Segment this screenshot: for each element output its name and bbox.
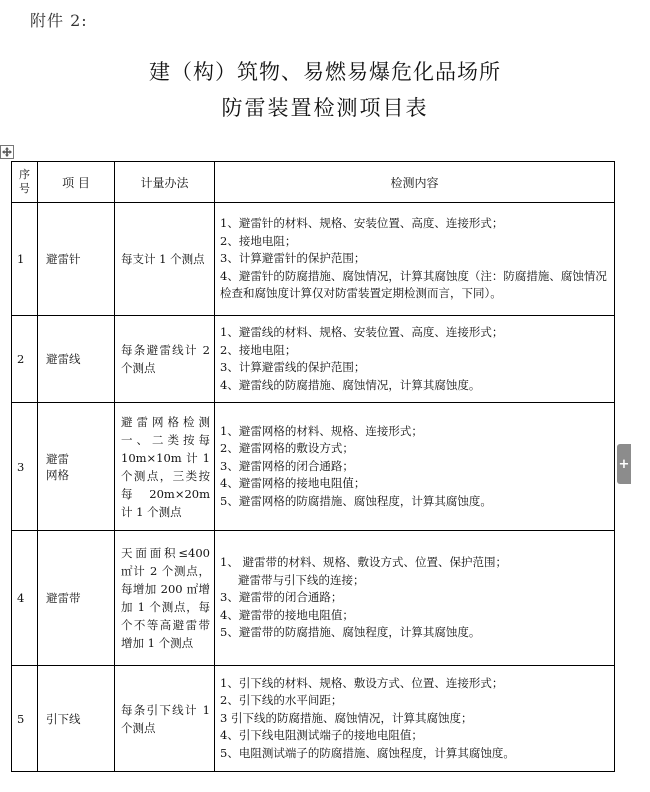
row-method: 天面面积≤400㎡计 2 个测点，每增加 200 ㎡增加 1 个测点，每个不等高避雷带增加 1 个测点 <box>115 531 215 666</box>
content-line: 4、引下线电阻测试端子的接地电阻值； <box>220 728 423 743</box>
row-item: 引下线 <box>38 666 115 772</box>
row-content <box>215 666 615 772</box>
row-method: 每支计 1 个测点 <box>115 203 215 316</box>
row-number: 3 <box>12 403 38 531</box>
row-method: 每条避雷线计 2 个测点 <box>115 316 215 403</box>
content-line: 5、避雷带的防腐措施、腐蚀程度，计算其腐蚀度。 <box>220 625 481 640</box>
content-line: 4、避雷网格的接地电阻值； <box>220 476 366 491</box>
content-line: 2、接地电阻； <box>220 342 297 357</box>
move-handle-icon[interactable] <box>0 144 14 158</box>
content-line: 4、避雷线的防腐措施、腐蚀情况，计算其腐蚀度。 <box>220 377 481 392</box>
content-line: 2、引下线的水平间距； <box>220 693 343 708</box>
content-line: 5、电阻测试端子的防腐措施、腐蚀程度，计算其腐蚀度。 <box>220 745 515 760</box>
row-number: 1 <box>12 203 38 316</box>
table-row <box>12 531 615 666</box>
row-method: 每条引下线计 1 个测点 <box>115 666 215 772</box>
content-line: 4、避雷针的防腐措施、腐蚀情况，计算其腐蚀度（注：防腐措施、腐蚀情况检查和腐蚀度计算仅对防雷装置定期检测而言，下同）。 <box>220 268 607 301</box>
row-number: 5 <box>12 666 38 772</box>
row-item: 避雷网格 <box>38 403 115 531</box>
table-row <box>12 203 615 316</box>
inspection-items-table <box>11 161 615 772</box>
content-line: 3、计算避雷线的保护范围； <box>220 360 366 374</box>
content-line: 3、计算避雷针的保护范围； <box>220 251 366 266</box>
content-line: 4、避雷带的接地电阻值； <box>220 607 354 622</box>
row-content <box>215 403 615 531</box>
row-content <box>215 531 615 666</box>
attachment-label: 附件 2: <box>30 11 88 30</box>
document-title-line2: 防雷装置检测项目表 <box>221 96 429 120</box>
content-line: 1、避雷线的材料、规格、安装位置、高度、连接形式； <box>220 325 504 339</box>
content-line: 3、避雷网格的闭合通路； <box>220 458 354 473</box>
row-item: 避雷针 <box>38 203 115 316</box>
content-line: 1、 避雷带的材料、规格、敷设方式、位置、保护范围； <box>220 555 507 570</box>
row-number: 4 <box>12 531 38 666</box>
row-content <box>215 203 615 316</box>
row-item: 避雷线 <box>38 316 115 403</box>
content-line: 5、避雷网格的防腐措施、腐蚀程度，计算其腐蚀度。 <box>220 493 492 508</box>
row-method: 避雷网格检测一、二类按每 10m×10m 计 1 个测点，三类按每 20m×20m 计 1 个测点 <box>115 403 215 531</box>
column-header-no: 序 号 <box>12 162 38 203</box>
content-line: 3 引下线的防腐措施、腐蚀情况，计算其腐蚀度； <box>220 710 473 725</box>
content-line: 1、引下线的材料、规格、敷设方式、位置、连接形式； <box>220 675 504 690</box>
table-row <box>12 316 615 403</box>
row-item: 避雷带 <box>38 531 115 666</box>
side-expand-button[interactable]: + <box>617 444 631 484</box>
content-line: 1、避雷针的材料、规格、安装位置、高度、连接形式； <box>220 216 504 231</box>
content-line: 2、避雷网格的敷设方式； <box>220 441 354 456</box>
content-line: 1、避雷网格的材料、规格、连接形式； <box>220 423 423 438</box>
row-number: 2 <box>12 316 38 403</box>
row-content <box>215 316 615 403</box>
column-header-method: 计量办法 <box>115 162 215 203</box>
content-line: 2、接地电阻； <box>220 233 297 248</box>
table-row <box>12 403 615 531</box>
table-row <box>12 666 615 772</box>
column-header-content: 检测内容 <box>215 162 615 203</box>
document-title-line1: 建（构）筑物、易燃易爆危化品场所 <box>149 60 501 84</box>
content-line: 避雷带与引下线的连接； <box>238 572 365 587</box>
column-header-item: 项 目 <box>38 162 115 203</box>
content-line: 3、避雷带的闭合通路； <box>220 590 343 605</box>
table-header-row <box>12 162 615 203</box>
